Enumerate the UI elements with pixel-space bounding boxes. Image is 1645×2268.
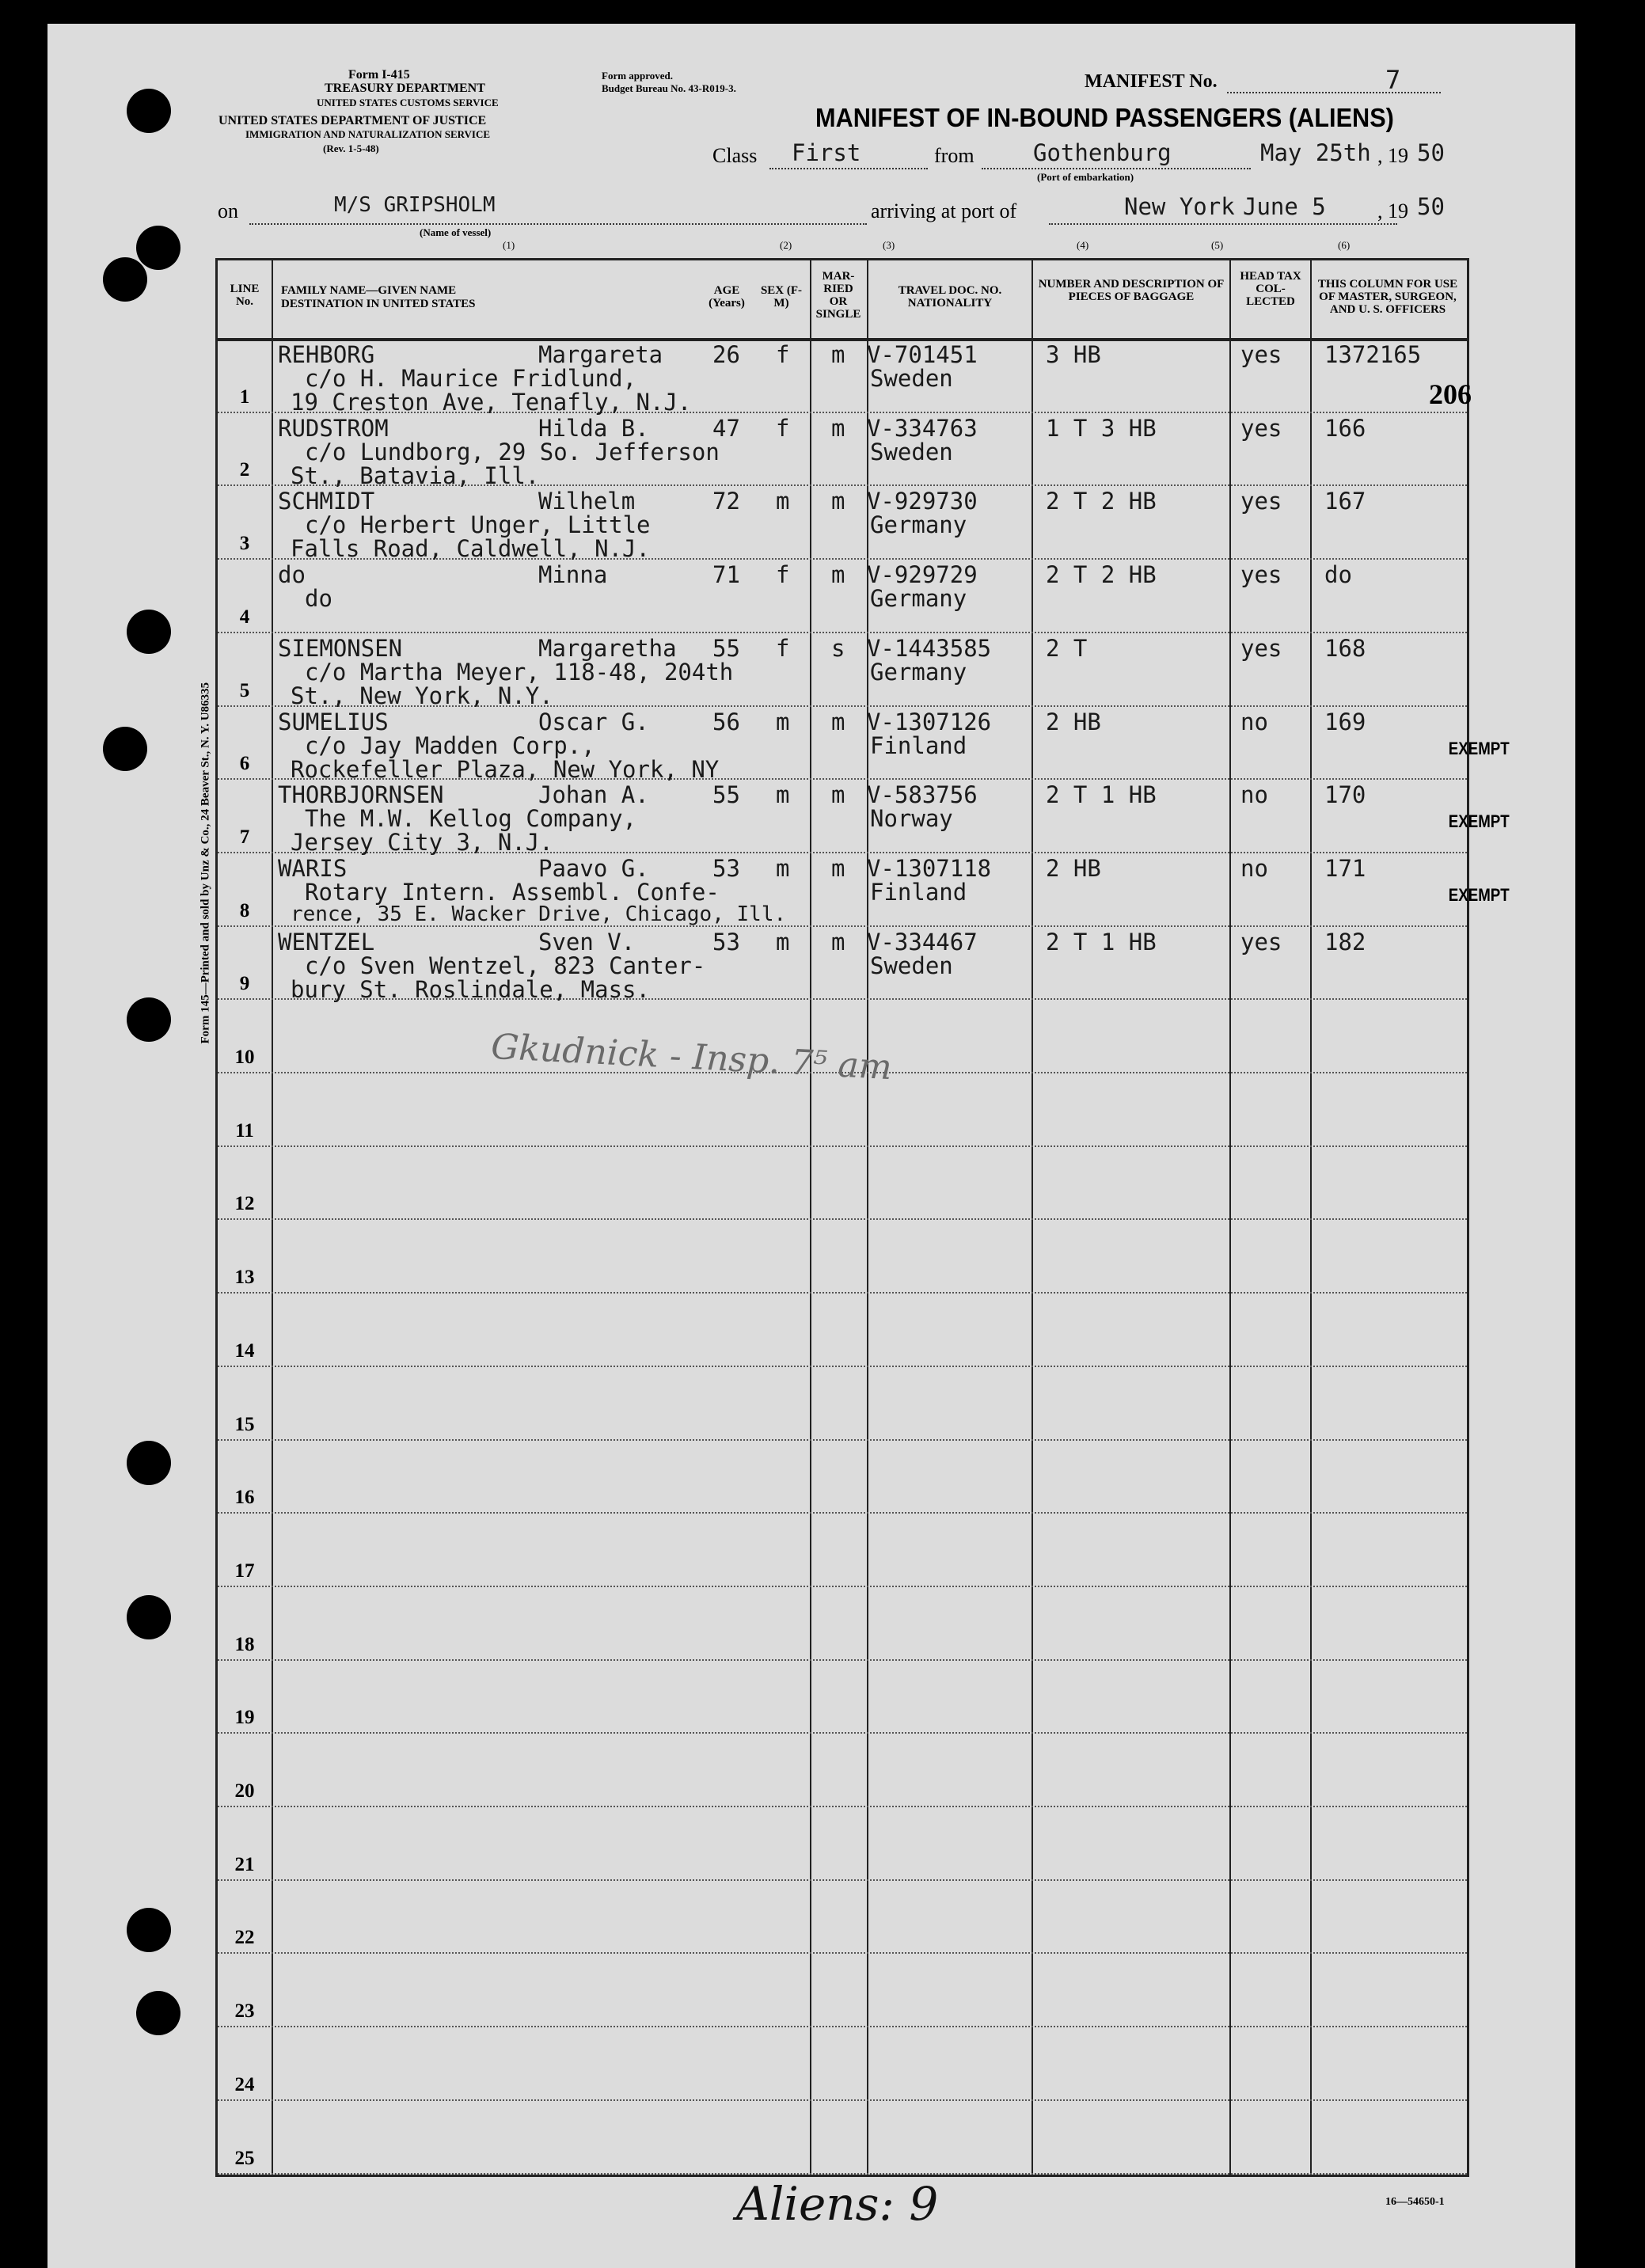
binder-hole [127,89,171,133]
col-num-4: (4) [1077,239,1089,251]
passenger-age: 55 [712,634,740,662]
line-number: 2 [239,459,250,481]
passenger-sex: m [776,781,790,809]
nationality: Germany [870,585,967,613]
row-rule [218,1952,1467,1954]
col-divider [1310,260,1312,2175]
passenger-age: 26 [712,341,740,368]
arrival-date: June 5 [1243,193,1326,220]
head-tax: no [1240,708,1268,735]
line-number: 11 [235,1119,254,1142]
passenger-destination-2: Falls Road, Caldwell, N.J. [291,535,650,563]
row-rule [218,1659,1467,1661]
nationality: Sweden [870,438,953,465]
passenger-given-name: Sven V. [538,928,636,955]
baggage: 1 T 3 HB [1046,414,1157,442]
binder-hole [127,997,171,1042]
row-rule [218,1292,1467,1294]
travel-doc-no: V-701451 [867,341,978,368]
port-embarkation-caption: (Port of embarkation) [1037,171,1134,183]
hdr-line-no: LINE No. [230,283,260,308]
passenger-sex: f [776,414,790,442]
class-label: Class [712,144,758,167]
passenger-family-name: SCHMIDT [278,488,375,515]
col-num-3: (3) [883,239,895,251]
passenger-family-name: WENTZEL [278,928,375,955]
passenger-destination-1: c/o Jay Madden Corp., [305,731,595,759]
officer-number: 170 [1324,781,1366,809]
manifest-no-line [1227,92,1441,93]
officer-number: 167 [1324,488,1366,515]
budget-bureau: Budget Bureau No. 43-R019-3. [602,82,736,94]
vessel-name: M/S GRIPSHOLM [334,193,496,217]
row-rule [218,2173,1467,2175]
line-number: 19 [234,1707,255,1729]
row-rule [218,1366,1467,1367]
row-rule [218,2099,1467,2101]
binder-hole [136,226,180,270]
baggage: 2 T 2 HB [1046,488,1157,515]
passenger-family-name: REHBORG [278,341,375,368]
passenger-sex: m [776,928,790,955]
head-tax: no [1240,854,1268,882]
manifest-title: MANIFEST OF IN-BOUND PASSENGERS (ALIENS) [815,103,1394,132]
line-number: 24 [234,2073,255,2095]
passenger-destination-1: c/o Sven Wentzel, 823 Canter- [305,952,706,979]
year-value-1: 50 [1417,139,1445,166]
officer-number: 171 [1324,854,1366,882]
row-rule [218,1806,1467,1807]
passenger-given-name: Margareta [538,341,663,368]
passenger-family-name: SIEMONSEN [278,634,403,662]
line-number: 4 [239,606,250,628]
form-approved: Form approved. [602,70,674,82]
officer-number: 182 [1324,928,1366,955]
binder-hole [127,610,171,654]
nationality: Sweden [870,365,953,392]
line-number: 12 [234,1193,255,1215]
aliens-count-note: Aliens: 9 [736,2177,939,2231]
baggage: 2 T [1046,634,1088,662]
officer-number: do [1324,561,1352,589]
head-tax: yes [1240,634,1282,662]
line-number: 10 [234,1047,255,1068]
passenger-age: 71 [712,561,740,589]
passenger-destination-1: do [305,585,332,613]
passenger-sex: m [776,708,790,735]
line-number: 13 [234,1267,255,1289]
baggage: 3 HB [1046,341,1101,368]
row-rule [218,1512,1467,1514]
line-number: 6 [239,753,250,775]
nationality: Norway [870,805,953,833]
passenger-given-name: Johan A. [538,781,649,809]
passenger-destination-1: c/o Martha Meyer, 118-48, 204th [305,658,734,686]
passenger-given-name: Paavo G. [538,854,649,882]
hdr-age: AGE (Years) [709,284,745,310]
head-tax: no [1240,781,1268,809]
passenger-destination-2: Jersey City 3, N.J. [291,829,553,857]
baggage: 2 HB [1046,708,1101,735]
passenger-sex: m [776,488,790,515]
row-rule [218,1145,1467,1147]
baggage: 2 T 1 HB [1046,928,1157,955]
col-divider [1031,260,1033,2175]
passenger-age: 72 [712,488,740,515]
depart-date: May 25th [1260,139,1371,166]
passenger-destination-1: c/o Herbert Unger, Little [305,511,651,539]
officer-number: 169 [1324,708,1366,735]
marital-status: s [831,634,845,662]
row-rule [218,2026,1467,2027]
nationality: Sweden [870,952,953,979]
passenger-sex: f [776,634,790,662]
passenger-destination-2: St., New York, N.Y. [291,682,553,709]
passenger-given-name: Hilda B. [538,414,649,442]
passenger-destination-2: St., Batavia, Ill. [291,462,540,489]
col-num-6: (6) [1338,239,1351,251]
marital-status: m [831,781,845,809]
head-tax: yes [1240,488,1282,515]
customs-service: UNITED STATES CUSTOMS SERVICE [317,97,499,108]
class-line [769,168,928,169]
hdr-baggage: NUMBER AND DESCRIPTION OF PIECES OF BAGGAGE [1038,278,1225,303]
treasury-dept: TREASURY DEPARTMENT [325,82,485,95]
travel-doc-no: V-1443585 [867,634,992,662]
line-number: 8 [239,899,250,921]
on-label: on [218,199,238,222]
passenger-age: 53 [712,928,740,955]
from-label: from [934,144,974,167]
hdr-married: MAR- RIED OR SINGLE [815,270,861,321]
line-number: 5 [239,679,250,701]
head-tax: yes [1240,561,1282,589]
row-rule [218,1586,1467,1587]
manifest-no-label: MANIFEST No. [1085,71,1218,92]
line-number: 21 [234,1853,255,1875]
arriving-label: arriving at port of [871,199,1017,222]
vessel-caption: (Name of vessel) [420,226,492,238]
row-rule [218,1439,1467,1441]
marital-status: m [831,561,845,589]
marital-status: m [831,928,845,955]
from-line [982,168,1251,169]
line-number: 7 [239,826,250,848]
passenger-destination-2: Rockefeller Plaza, New York, NY [291,755,720,783]
year-prefix-2: , 19 [1377,199,1408,222]
col-num-5: (5) [1211,239,1224,251]
nationality: Germany [870,658,967,686]
passenger-family-name: do [278,561,306,589]
hdr-sex: SEX (F-M) [760,284,803,310]
nationality: Germany [870,511,967,539]
line-number: 9 [239,973,250,995]
col-divider [867,260,868,2175]
justice-dept: UNITED STATES DEPARTMENT OF JUSTICE [218,114,487,127]
head-tax: yes [1240,341,1282,368]
exempt-stamp: EXEMPT [1448,884,1510,905]
nationality: Finland [870,731,967,759]
passenger-age: 53 [712,854,740,882]
year-value-2: 50 [1417,193,1445,220]
passenger-given-name: Margaretha [538,634,677,662]
passenger-given-name: Minna [538,561,608,589]
officer-number: 168 [1324,634,1366,662]
baggage: 2 HB [1046,854,1101,882]
row-rule [218,632,1467,633]
baggage: 2 T 1 HB [1046,781,1157,809]
travel-doc-no: V-1307118 [867,854,992,882]
arrival-line [1049,223,1397,225]
binder-hole [103,727,147,771]
baggage: 2 T 2 HB [1046,561,1157,589]
form-number: Form I-415 [348,68,410,82]
passenger-destination-2: 19 Creston Ave, Tenafly, N.J. [291,389,692,416]
row-rule [218,1218,1467,1220]
line-number: 14 [234,1339,255,1362]
head-tax: yes [1240,414,1282,442]
hdr-head-tax: HEAD TAX COL- LECTED [1240,270,1301,308]
col-num-1: (1) [503,239,515,251]
class-value: First [792,139,861,166]
hdr-travel-doc: TRAVEL DOC. NO. NATIONALITY [898,284,1002,310]
col-num-2: (2) [780,239,792,251]
hdr-name: FAMILY NAME—GIVEN NAME [281,284,457,297]
hdr-destination: DESTINATION IN UNITED STATES [281,298,476,310]
passenger-destination-2: bury St. Roslindale, Mass. [291,975,650,1003]
travel-doc-no: V-1307126 [867,708,992,735]
officer-note: 206 [1429,378,1472,410]
passenger-destination-1: c/o H. Maurice Fridlund, [305,365,637,392]
passenger-age: 55 [712,781,740,809]
col-divider [810,260,811,2175]
inspector-signature: Gkudnick - Insp. 7⁵ am [490,1026,893,1088]
manifest-no-value: 7 [1385,65,1401,95]
marital-status: m [831,341,845,368]
binder-hole [127,1441,171,1485]
line-number: 23 [234,2000,255,2023]
row-rule [218,1879,1467,1881]
passenger-destination-1: c/o Lundborg, 29 So. Jefferson [305,438,720,465]
from-value: Gothenburg [1033,139,1172,166]
passenger-sex: f [776,561,790,589]
manifest-page [47,24,1575,2268]
hdr-officers: THIS COLUMN FOR USE OF MASTER, SURGEON, AND U. S. OFFICERS [1317,278,1458,316]
revision: (Rev. 1-5-48) [323,142,379,154]
travel-doc-no: V-583756 [867,781,978,809]
vessel-line [249,223,867,225]
officer-number: 166 [1324,414,1366,442]
binder-hole [127,1595,171,1639]
passenger-table [215,258,1510,2177]
passenger-destination-1: Rotary Intern. Assembl. Confe- [305,878,720,906]
row-rule [218,1732,1467,1734]
passenger-sex: f [776,341,790,368]
binder-hole [127,1908,171,1952]
ins-service: IMMIGRATION AND NATURALIZATION SERVICE [245,128,491,140]
exempt-stamp: EXEMPT [1448,811,1510,832]
binder-hole [103,257,147,302]
marital-status: m [831,414,845,442]
passenger-age: 47 [712,414,740,442]
line-number: 25 [234,2147,255,2169]
line-number: 17 [234,1559,255,1582]
marital-status: m [831,488,845,515]
marital-status: m [831,854,845,882]
col-divider [1229,260,1231,2175]
passenger-family-name: THORBJORNSEN [278,781,444,809]
passenger-family-name: WARIS [278,854,348,882]
binder-hole [136,1991,180,2035]
year-prefix-1: , 19 [1377,144,1408,167]
passenger-family-name: SUMELIUS [278,708,389,735]
passenger-given-name: Wilhelm [538,488,636,515]
arrival-port: New York [1124,193,1235,220]
footer-code: 16—54650-1 [1385,2196,1445,2208]
travel-doc-no: V-929729 [867,561,978,589]
passenger-sex: m [776,854,790,882]
line-number: 16 [234,1487,255,1509]
passenger-destination-1: The M.W. Kellog Company, [305,805,637,833]
line-number: 15 [234,1413,255,1435]
line-number: 18 [234,1633,255,1655]
passenger-given-name: Oscar G. [538,708,649,735]
nationality: Finland [870,878,967,906]
travel-doc-no: V-334467 [867,928,978,955]
passenger-age: 56 [712,708,740,735]
marital-status: m [831,708,845,735]
officer-number: 1372165 [1324,341,1422,368]
travel-doc-no: V-334763 [867,414,978,442]
line-number: 22 [234,1927,255,1949]
line-number: 20 [234,1780,255,1802]
head-tax: yes [1240,928,1282,955]
passenger-destination-2: rence, 35 E. Wacker Drive, Chicago, Ill. [291,902,787,926]
travel-doc-no: V-929730 [867,488,978,515]
exempt-stamp: EXEMPT [1448,738,1510,758]
line-number: 1 [239,386,250,408]
line-number: 3 [239,533,250,555]
passenger-family-name: RUDSTROM [278,414,389,442]
col-divider [272,260,273,2175]
printer-side-text: Form 145—Printed and sold by Unz & Co., 24 Beaver St., N. Y. U86335 [199,682,212,1044]
